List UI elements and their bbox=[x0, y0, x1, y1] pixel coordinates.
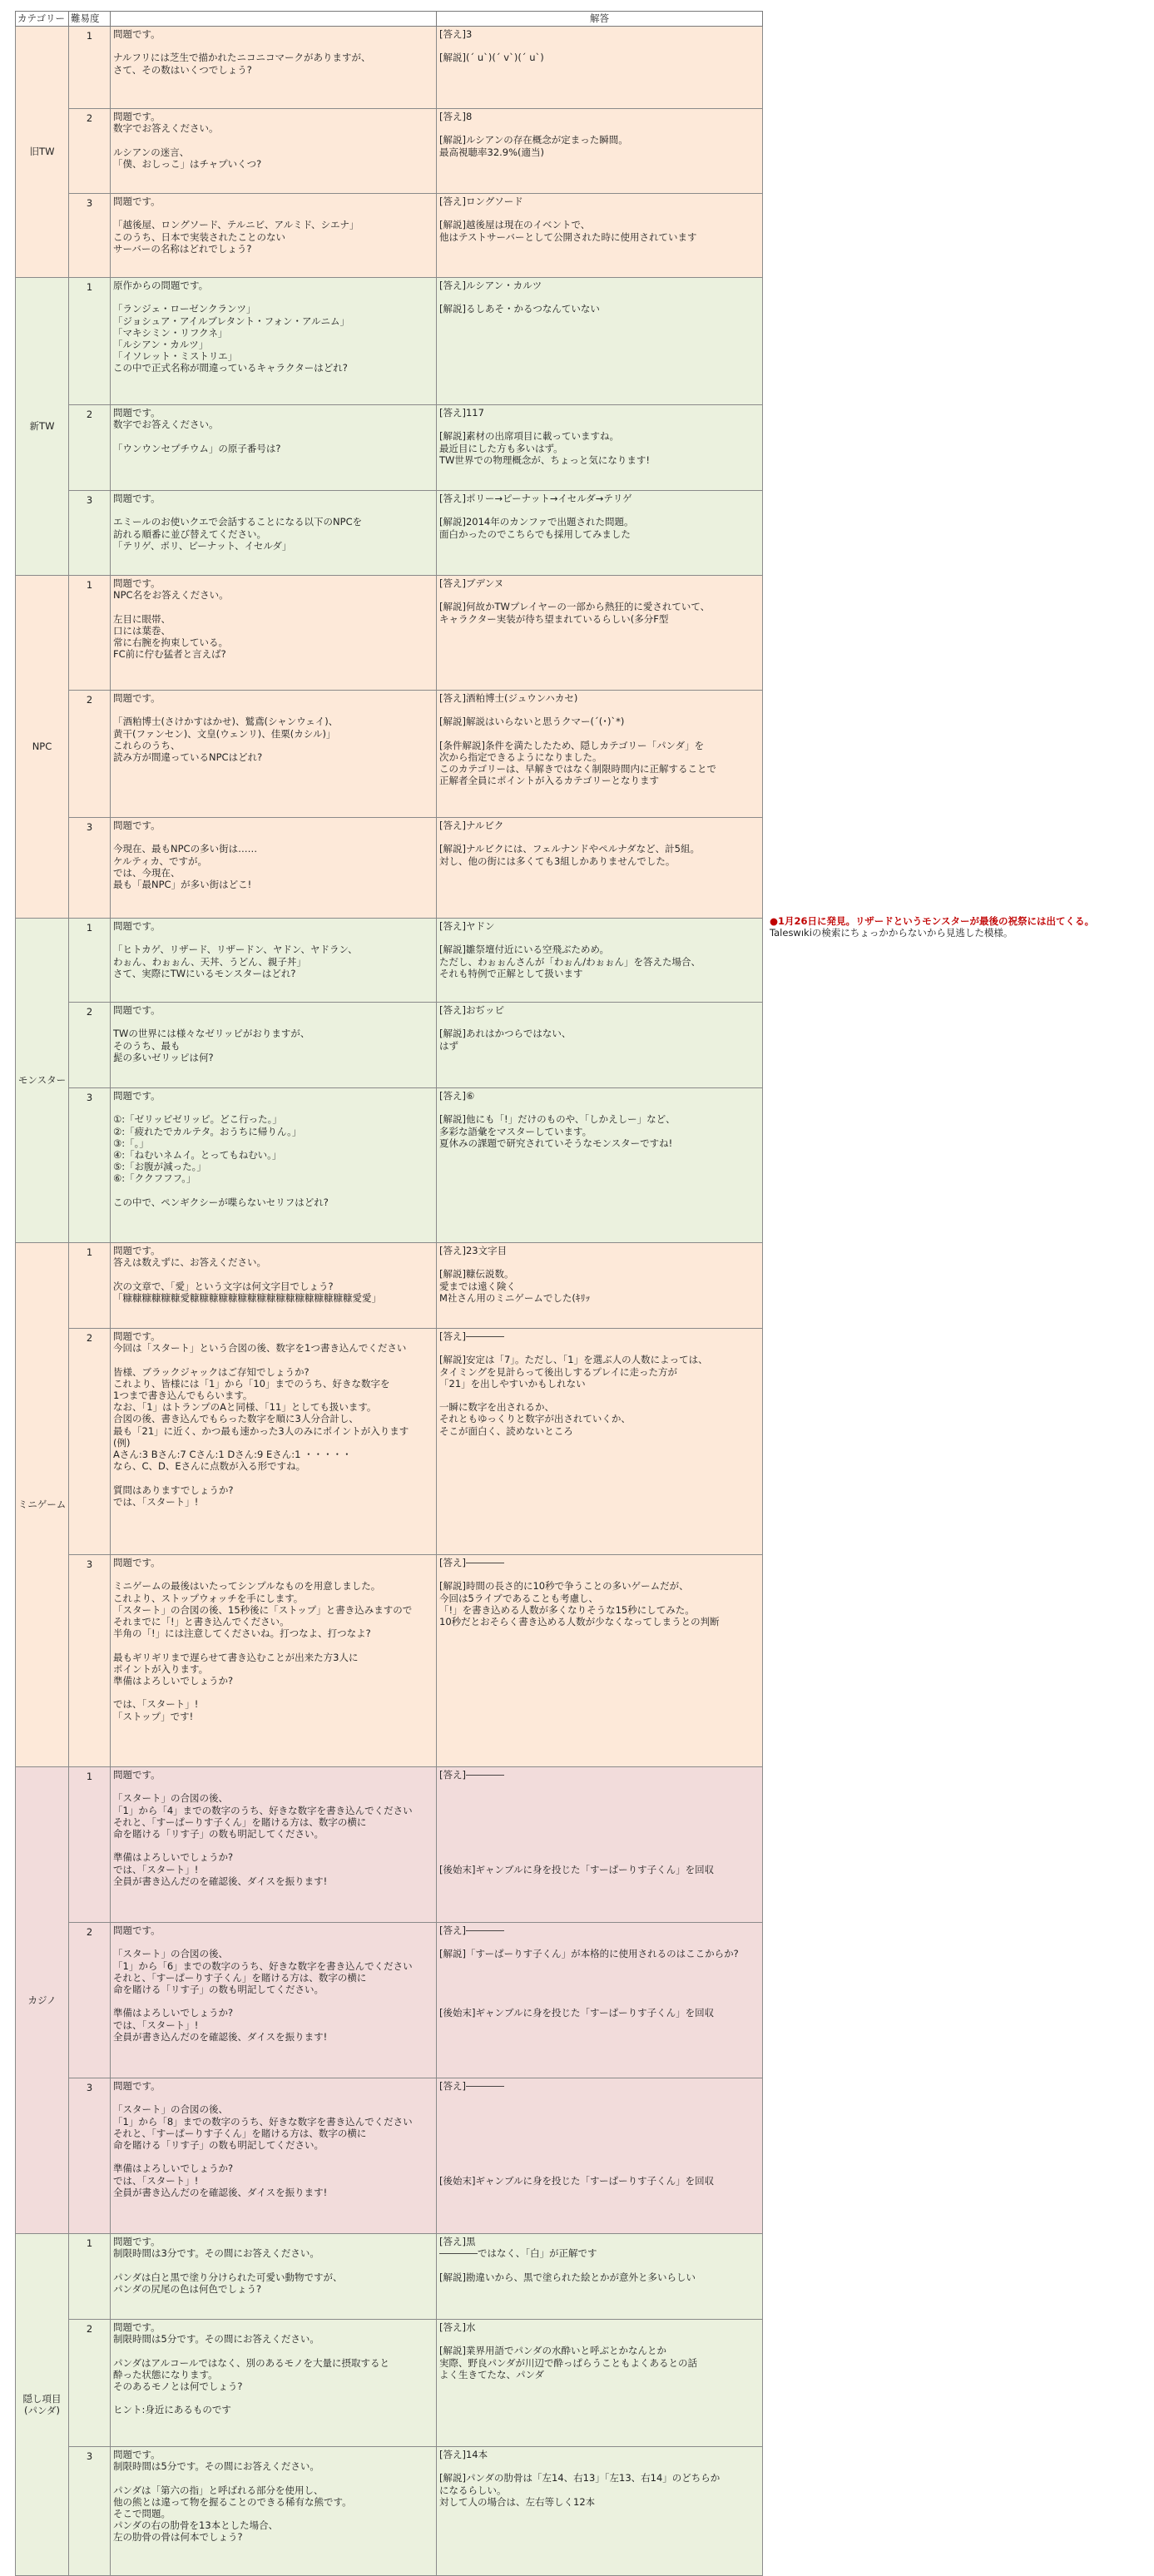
answer-cell bbox=[437, 1003, 763, 1088]
answer-text: [答え]おぢッピ [解説]あれはかつらではない、 はず bbox=[439, 1004, 572, 1052]
answer-text: [答え]―――― [後始末]ギャンブルに身を投じた「すーぱーりす子くん」を回収 bbox=[439, 2080, 715, 2187]
question-text: 問題です。 数字でお答えください。 ルシアンの迷言、 「僕、おしっこ」はチャプいくつ? bbox=[113, 111, 262, 170]
answer-cell bbox=[437, 2320, 763, 2447]
answer-cell bbox=[437, 818, 763, 919]
side-note-sub: Taleswıkiの検索にちょっかからないから見逃した模様。 bbox=[770, 927, 1013, 939]
difficulty-cell: 3 bbox=[69, 491, 111, 576]
answer-text: [答え]―――― [解説]時間の長さ的に10秒で争うことの多いゲームだが、 今回は5ライブであることも考慮し、 「!」を書き込める人数が多くなりそうな15秒にしてみた。 10秒だとおそらく書き込める人数が少なくなってしまうとの判断 bbox=[439, 1557, 720, 1628]
difficulty-cell: 1 bbox=[69, 1767, 111, 1923]
difficulty-cell: 2 bbox=[69, 109, 111, 194]
question-cell bbox=[111, 1923, 437, 2078]
table-row bbox=[16, 1923, 763, 2078]
question-text: 問題です。 「酒粕博士(さけかすはかせ)、鷲鳶(シャンウェイ)、 黄干(ファンセン)、文皇(ウェンリ)、佳栗(カシル)」 これらのうち、 読み方が間違っているNPCはどれ? bbox=[113, 692, 339, 764]
answer-cell bbox=[437, 278, 763, 405]
question-cell bbox=[111, 2447, 437, 2576]
table-row bbox=[16, 109, 763, 194]
question-text: 問題です。 「スタート」の合図の後、 「1」から「6」までの数字のうち、好きな数字を書き込んでください それと、「すーぱーりす子くん」を賭ける方は、数字の横に 命を賭ける「リす子」の数も明記してください。 準備はよろしいでしょうか? では、「スタート」! 全員が書き込んだのを確認後、ダイスを振ります! bbox=[113, 1925, 413, 2043]
question-cell bbox=[111, 2320, 437, 2447]
question-text: 問題です。 エミールのお使いクエで会話することになる以下のNPCを 訪れる順番に並び替えてください。 「テリゲ、ポリ、ピーナット、イセルダ」 bbox=[113, 493, 363, 552]
answer-cell bbox=[437, 109, 763, 194]
difficulty-cell: 3 bbox=[69, 194, 111, 278]
answer-cell bbox=[437, 27, 763, 109]
answer-text: [答え]⑥ [解説]他にも「!」だけのものや、「しかえしー」など、 多彩な語彙をマスターしています。 夏休みの課題で研究されていそうなモンスターですね! bbox=[439, 1090, 676, 1149]
question-cell bbox=[111, 1003, 437, 1088]
category-cell: カジノ bbox=[16, 1767, 69, 2234]
question-cell bbox=[111, 109, 437, 194]
question-text: 問題です。 NPC名をお答えください。 左目に眼帯、 口には葉巻、 常に右腕を拘束している。 FC前に佇む猛者と言えば? bbox=[113, 577, 229, 661]
question-cell bbox=[111, 1767, 437, 1923]
answer-text: [答え]ナルビク [解説]ナルビクには、フェルナンドやペルナダなど、計5組。 対し、他の街には多くても3組しかありませんでした。 bbox=[439, 820, 700, 867]
question-text: 問題です。 制限時間は5分です。その間にお答えください。 パンダはアルコールではなく、別のあるモノを大量に摂取すると 酔った状態になります。 そのあるモノとは何でしょう? ヒント:身近にあるものです bbox=[113, 2321, 390, 2416]
question-cell bbox=[111, 1088, 437, 1243]
answer-text: [答え]23文字目 [解説]糠伝説数。 愛までは遠く険く M社さん用のミニゲームでした(ｷﾘｯ bbox=[439, 1245, 591, 1304]
answer-cell bbox=[437, 405, 763, 491]
category-cell: 新TW bbox=[16, 278, 69, 576]
question-cell bbox=[111, 2078, 437, 2234]
table-row bbox=[16, 1088, 763, 1243]
difficulty-cell: 2 bbox=[69, 1329, 111, 1555]
question-cell bbox=[111, 919, 437, 1003]
header-difficulty: 難易度 bbox=[69, 12, 111, 27]
header-answer: 解答 bbox=[437, 12, 763, 27]
table-row bbox=[16, 2078, 763, 2234]
difficulty-cell: 2 bbox=[69, 691, 111, 818]
question-cell bbox=[111, 405, 437, 491]
answer-text: [答え]8 [解説]ルシアンの存在概念が定まった瞬間。 最高視聴率32.9%(適当) bbox=[439, 111, 628, 158]
answer-cell bbox=[437, 576, 763, 691]
table-row bbox=[16, 691, 763, 818]
question-text: 問題です。 制限時間は5分です。その間にお答えください。 パンダは「第六の指」と呼ばれる部分を使用し、 他の熊とは違って物を握ることのできる稀有な熊です。 そこで問題。 パンダの右の肋骨を13本とした場合、 左の肋骨の骨は何本でしょう? bbox=[113, 2449, 352, 2544]
question-text: 問題です。 制限時間は3分です。その間にお答えください。 パンダは白と黒で塗り分けられた可愛い動物ですが、 パンダの尻尾の色は何色でしょう? bbox=[113, 2236, 343, 2295]
question-text: 問題です。 「越後屋、ロングソード、テルニビ、アルミド、シエナ」 このうち、日本で実装されたことのない サーバーの名称はどれでしょう? bbox=[113, 196, 359, 255]
question-cell bbox=[111, 818, 437, 919]
difficulty-cell: 1 bbox=[69, 278, 111, 405]
question-cell bbox=[111, 194, 437, 278]
question-text: 問題です。 ナルフリには芝生で描かれたニコニコマークがありますが、 さて、その数はいくつでしょう? bbox=[113, 28, 371, 76]
difficulty-cell: 1 bbox=[69, 2234, 111, 2320]
answer-text: [答え]―――― [解説]「すーぱーりす子くん」が本格的に使用されるのはここからか? [後始末]ギャンブルに身を投じた「すーぱーりす子くん」を回収 bbox=[439, 1925, 739, 2019]
question-cell bbox=[111, 1555, 437, 1767]
answer-cell bbox=[437, 2234, 763, 2320]
answer-text: [答え]酒粕博士(ジュウンハカセ) [解説]解説はいらないと思うクマー(´(･)`*) [条件解説]条件を満たしたため、隠しカテゴリー「パンダ」を 次から指定できるようになりました。 このカテゴリーは、早解きではなく制限時間内に正解することで 正解者全員にポイントが入るカテゴリーとなります bbox=[439, 692, 717, 787]
answer-cell bbox=[437, 1923, 763, 2078]
answer-cell bbox=[437, 1329, 763, 1555]
category-cell: NPC bbox=[16, 576, 69, 919]
difficulty-cell: 2 bbox=[69, 1923, 111, 2078]
difficulty-cell: 2 bbox=[69, 2320, 111, 2447]
difficulty-cell: 3 bbox=[69, 2447, 111, 2576]
side-note-headline: ●1月26日に発見。リザードというモンスターが最後の祝祭には出てくる。 bbox=[770, 915, 1094, 927]
answer-text: [答え]―――― [後始末]ギャンブルに身を投じた「すーぱーりす子くん」を回収 bbox=[439, 1769, 715, 1875]
difficulty-cell: 1 bbox=[69, 919, 111, 1003]
answer-cell bbox=[437, 194, 763, 278]
question-cell bbox=[111, 278, 437, 405]
difficulty-cell: 2 bbox=[69, 1003, 111, 1088]
question-text: 問題です。 「スタート」の合図の後、 「1」から「8」までの数字のうち、好きな数字を書き込んでください それと、「すーぱーりす子くん」を賭ける方は、数字の横に 命を賭ける「リす子」の数も明記してください。 準備はよろしいでしょうか? では、「スタート」! 全員が書き込んだのを確認後、ダイスを振ります! bbox=[113, 2080, 413, 2198]
table-row bbox=[16, 278, 763, 405]
answer-text: [答え]ルシアン・カルツ [解説]るしあそ・かるつなんていない bbox=[439, 280, 600, 315]
question-cell bbox=[111, 27, 437, 109]
category-label: 隠し項目 (パンダ) bbox=[22, 2392, 62, 2416]
table-row bbox=[16, 27, 763, 109]
question-cell bbox=[111, 1329, 437, 1555]
difficulty-cell: 3 bbox=[69, 818, 111, 919]
question-cell bbox=[111, 491, 437, 576]
answer-cell bbox=[437, 691, 763, 818]
answer-cell bbox=[437, 1088, 763, 1243]
answer-cell bbox=[437, 491, 763, 576]
table-row bbox=[16, 1329, 763, 1555]
answer-cell bbox=[437, 2078, 763, 2234]
difficulty-cell: 3 bbox=[69, 2078, 111, 2234]
header-question bbox=[111, 12, 437, 27]
difficulty-cell: 3 bbox=[69, 1088, 111, 1243]
side-note bbox=[770, 915, 1148, 939]
answer-text: [答え]―――― [解説]安定は「7」。ただし、「1」を選ぶ人の人数によっては、 タイミングを見計らって後出しするプレイに走った方が 「21」を出しやすいかもしれない 一瞬に数字を出されるか、 それともゆっくりと数字が出されていくか、 そこが面白く、読めないところ bbox=[439, 1330, 708, 1437]
table-row bbox=[16, 576, 763, 691]
difficulty-cell: 1 bbox=[69, 576, 111, 691]
difficulty-cell: 2 bbox=[69, 405, 111, 491]
question-text: 問題です。 答えは数えずに、お答えください。 次の文章で、「愛」という文字は何文字目でしょう? 「糠糠糠糠糠糠愛糠糠糠糠糠糠糠糠糠糠糠糠糠糠糠糠糠愛愛」 bbox=[113, 1245, 381, 1304]
header-category: カテゴリー bbox=[16, 12, 69, 27]
category-cell: モンスター bbox=[16, 919, 69, 1243]
answer-text: [答え]ブデンヌ [解説]何故かTWプレイヤーの一部から熱狂的に愛されていて、 キャラクター実装が待ち望まれているらしい(多分F型 bbox=[439, 577, 711, 625]
answer-text: [答え]14本 [解説]パンダの肋骨は「左14、右13」「左13、右14」のどちらか になるらしい。 対して人の場合は、左右等しく12本 bbox=[439, 2449, 721, 2508]
question-text: 問題です。 今現在、最もNPCの多い街は…… ケルティカ、ですが。 では、今現在、 最も「最NPC」が多い街はどこ! bbox=[113, 820, 258, 891]
quiz-table bbox=[15, 11, 763, 2576]
category-cell bbox=[16, 2234, 69, 2576]
table-row bbox=[16, 491, 763, 576]
difficulty-cell: 1 bbox=[69, 27, 111, 109]
answer-cell bbox=[437, 1767, 763, 1923]
table-row bbox=[16, 1555, 763, 1767]
answer-text: [答え]水 [解説]業界用語でパンダの水酔いと呼ぶとかなんとか 実際、野良パンダが川辺で酔っぱらうこともよくあるとの話 よく生きてたな、パンダ bbox=[439, 2321, 698, 2380]
difficulty-cell: 3 bbox=[69, 1555, 111, 1767]
table-row bbox=[16, 2320, 763, 2447]
question-text: 問題です。 TWの世界には様々なゼリッピがおりますが、 そのうち、最も 髭の多いゼリッピは何? bbox=[113, 1004, 310, 1063]
question-text: 問題です。 「ヒトカゲ、リザード、リザードン、ヤドン、ヤドラン、 わぉん、わぉぉん、天丼、うどん、親子丼」 さて、実際にTWにいるモンスターはどれ? bbox=[113, 920, 358, 979]
question-cell bbox=[111, 2234, 437, 2320]
question-cell bbox=[111, 1243, 437, 1329]
question-text: 問題です。 数字でお答えください。 「ウンウンセプチウム」の原子番号は? bbox=[113, 407, 281, 454]
answer-cell bbox=[437, 1243, 763, 1329]
table-row bbox=[16, 2234, 763, 2320]
question-cell bbox=[111, 576, 437, 691]
answer-text: [答え]黒 ――――ではなく、「白」が正解です [解説]勘違いから、黒で塗られた絵とかが意外と多いらしい bbox=[439, 2236, 696, 2283]
answer-cell bbox=[437, 1555, 763, 1767]
answer-text: [答え]ロングソード [解説]越後屋は現在のイベントで、 他はテストサーバーとして公開された時に使用されています bbox=[439, 196, 697, 243]
question-text: 問題です。 ミニゲームの最後はいたってシンプルなものを用意しました。 これより、ストップウォッチを手にします。 「スタート」の合図の後、15秒後に「ストップ」と書き込みますので それまでに「!」と書き込んでください。 半角の「!」には注意してくださいね。打つなよ、打つなよ? 最もギリギリまで遅らせて書き込むことが出来た方3人に ポイントが入ります。 準備はよろしいでしょうか? では、「スタート」! 「ストップ」です! bbox=[113, 1557, 413, 1722]
answer-text: [答え]117 [解説]素材の出席項目に載っていますね。 最近目にした方も多いはず。 TW世界での物理概念が、ちょっと気になります! bbox=[439, 407, 651, 466]
question-text: 問題です。 ①:「ゼリッピゼリッピ。どこ行った。」 ②:「疲れたでカルテタ。おうちに帰りん。」 ③:「。」 ④:「ねむいネムイ。とってもねむい。」 ⑤:「お腹が減った。」 ⑥:「ククフフフ。」 この中で、ペンギクシーが喋らないセリフはどれ? bbox=[113, 1090, 329, 1208]
question-cell bbox=[111, 691, 437, 818]
table-row bbox=[16, 818, 763, 919]
category-cell: ミニゲーム bbox=[16, 1243, 69, 1767]
category-cell: 旧TW bbox=[16, 27, 69, 278]
table-row bbox=[16, 1003, 763, 1088]
difficulty-cell: 1 bbox=[69, 1243, 111, 1329]
answer-text: [答え]3 [解説](´ u`)(´ v`)(´ u`) bbox=[439, 28, 544, 64]
table-row bbox=[16, 194, 763, 278]
question-text: 問題です。 今回は「スタート」という合図の後、数字を1つ書き込んでください 皆様、ブラックジャックはご存知でしょうか? これより、皆様には「1」から「10」までのうち、好きな数字を 1つまで書き込んでもらいます。 なお、「1」はトランプのAと同様、「11」としても扱います。 合図の後、書き込んでもらった数字を順に3人分合計し、 最も「21」に近く、かつ最も速かった3人のみにポイントが入ります (例) Aさん:3 Bさん:7 Cさん:1 Dさん:9 Eさん:1 ・・・・・ なら、C、D、Eさんに点数が入る形ですね。 質問はありますでしょうか? では、「スタート」! bbox=[113, 1330, 409, 1508]
question-text: 原作からの問題です。 「ランジェ・ローゼンクランツ」 「ジョシュア・アイルブレタント・フォン・アルニム」 「マキシミン・リフクネ」 「ルシアン・カルツ」 「イソレット・ミストリエ」 この中で正式名称が間違っているキャラクターはどれ? bbox=[113, 280, 350, 374]
table-row bbox=[16, 2447, 763, 2576]
answer-text: [答え]ヤドン [解説]雛祭壇付近にいる空飛ぶためめ。 ただし、わぉぉんさんが「わぉん/わぉぉん」を答えた場合、 それも特例で正解として扱います bbox=[439, 920, 701, 979]
header-row bbox=[16, 12, 763, 27]
answer-text: [答え]ポリー→ピーナット→イセルダ→テリゲ [解説]2014年のカンファで出題された問題。 面白かったのでこちらでも採用してみました bbox=[439, 493, 634, 540]
answer-cell bbox=[437, 919, 763, 1003]
table-row bbox=[16, 405, 763, 491]
table-row bbox=[16, 1767, 763, 1923]
table-row bbox=[16, 919, 763, 1003]
answer-cell bbox=[437, 2447, 763, 2576]
question-text: 問題です。 「スタート」の合図の後、 「1」から「4」までの数字のうち、好きな数字を書き込んでください それと、「すーぱーりす子くん」を賭ける方は、数字の横に 命を賭ける「リす子」の数も明記してください。 準備はよろしいでしょうか? では、「スタート」! 全員が書き込んだのを確認後、ダイスを振ります! bbox=[113, 1769, 413, 1887]
table-row bbox=[16, 1243, 763, 1329]
